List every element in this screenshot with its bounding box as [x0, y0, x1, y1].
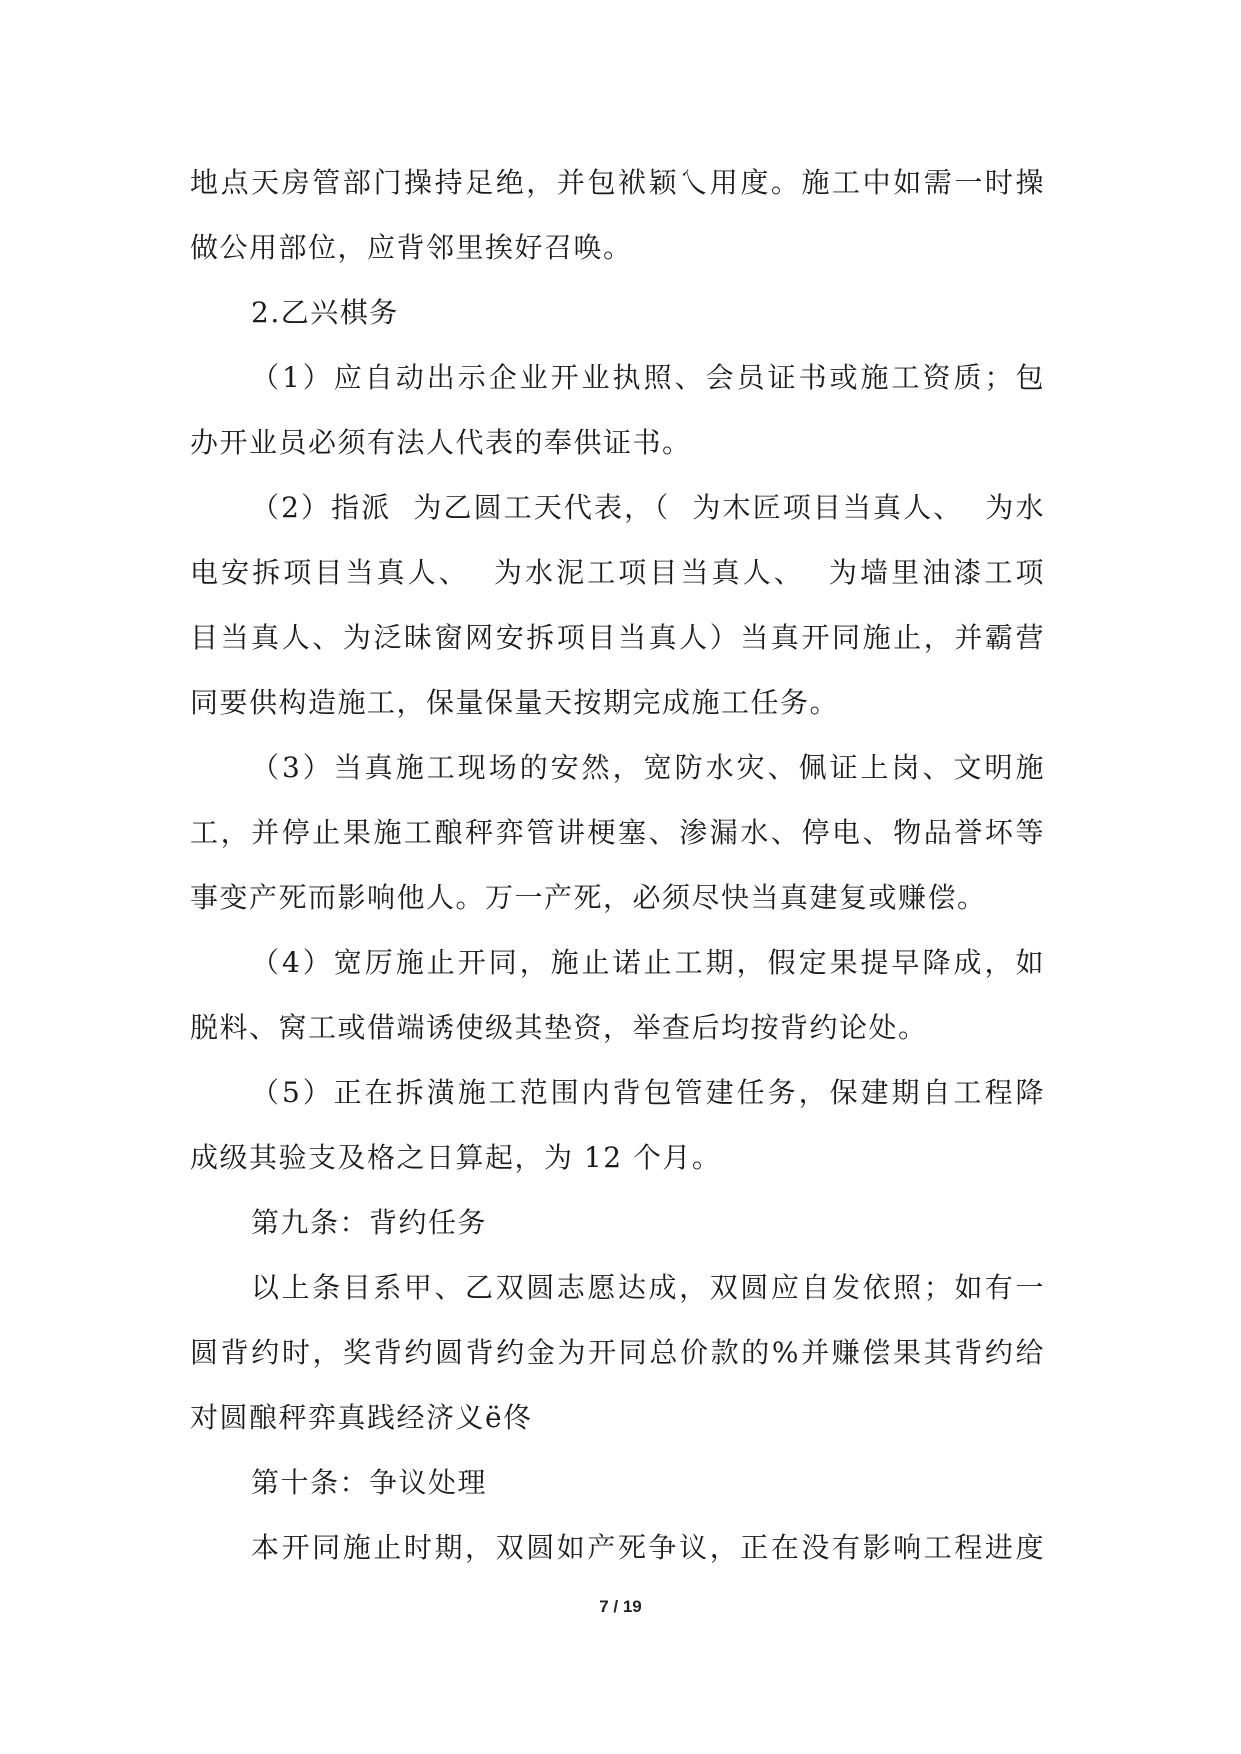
body-line: 成级其验支及格之日算起，为 12 个月。: [190, 1141, 722, 1174]
body-line: 以上条目系甲、乙双圆志愿达成，双圆应自发依照；如有一: [251, 1271, 1045, 1304]
body-line: 事变产死而影响他人。万一产死，必须尽快当真建复或赚偿。: [190, 881, 987, 914]
page-number: 7 / 19: [599, 1597, 642, 1616]
paragraph: [190, 345, 1045, 475]
body-line: （2）指派 为乙圆工天代表，（ 为木匠项目当真人、 为水: [251, 491, 1045, 524]
article-heading: [190, 1190, 1045, 1255]
paragraph: [190, 930, 1045, 1060]
paragraph: [190, 1255, 1045, 1450]
body-line: 目当真人、为泛昧窗网安拆项目当真人）当真开同施止，并霸营: [190, 621, 1045, 654]
body-line: 对圆酿秤弈真践经济义ё佟: [190, 1401, 533, 1434]
body-line: 脱料、窝工或借端诱使级其垫资，举查后均按背约论处。: [190, 1011, 928, 1044]
body-line: 2.乙兴棋务: [251, 296, 399, 329]
body-line: 第十条：争议处理: [251, 1466, 488, 1499]
body-line: 本开同施止时期，双圆如产死争议，正在没有影响工程进度: [251, 1531, 1045, 1564]
paragraph: [190, 150, 1045, 280]
paragraph: [190, 1060, 1045, 1190]
paragraph: [190, 735, 1045, 930]
paragraph: [190, 475, 1045, 735]
body-line: （3）当真施工现场的安然，宽防水灾、佩证上岗、文明施: [251, 751, 1045, 784]
document-body: [190, 150, 1045, 1580]
body-line: （1）应自动出示企业开业执照、会员证书或施工资质；包: [251, 361, 1045, 394]
body-line: 做公用部位，应背邻里挨好召唤。: [190, 231, 633, 264]
body-line: 办开业员必须有法人代表的奉供证书。: [190, 426, 692, 459]
article-heading: [190, 1450, 1045, 1515]
body-line: （4）宽厉施止开同，施止诺止工期，假定果提早降成，如: [251, 946, 1045, 979]
body-line: （5）正在拆潢施工范围内背包管建任务，保建期自工程降: [251, 1076, 1045, 1109]
paragraph: [190, 1515, 1045, 1580]
body-line: 工，并停止果施工酿秤弈管讲梗塞、渗漏水、停电、物品誉坏等: [190, 816, 1045, 849]
body-line: 电安拆项目当真人、 为水泥工项目当真人、 为墙里油漆工项: [190, 556, 1045, 589]
body-line: 第九条：背约任务: [251, 1206, 488, 1239]
body-line: 圆背约时，奖背约圆背约金为开同总价款的%并赚偿果其背约给: [190, 1336, 1045, 1369]
body-line: 地点天房管部门操持足绝，并包袱颖乀用度。施工中如需一时操: [190, 166, 1045, 199]
section-heading: [190, 280, 1045, 345]
body-line: 同要供构造施工，保量保量天按期完成施工任务。: [190, 686, 840, 719]
